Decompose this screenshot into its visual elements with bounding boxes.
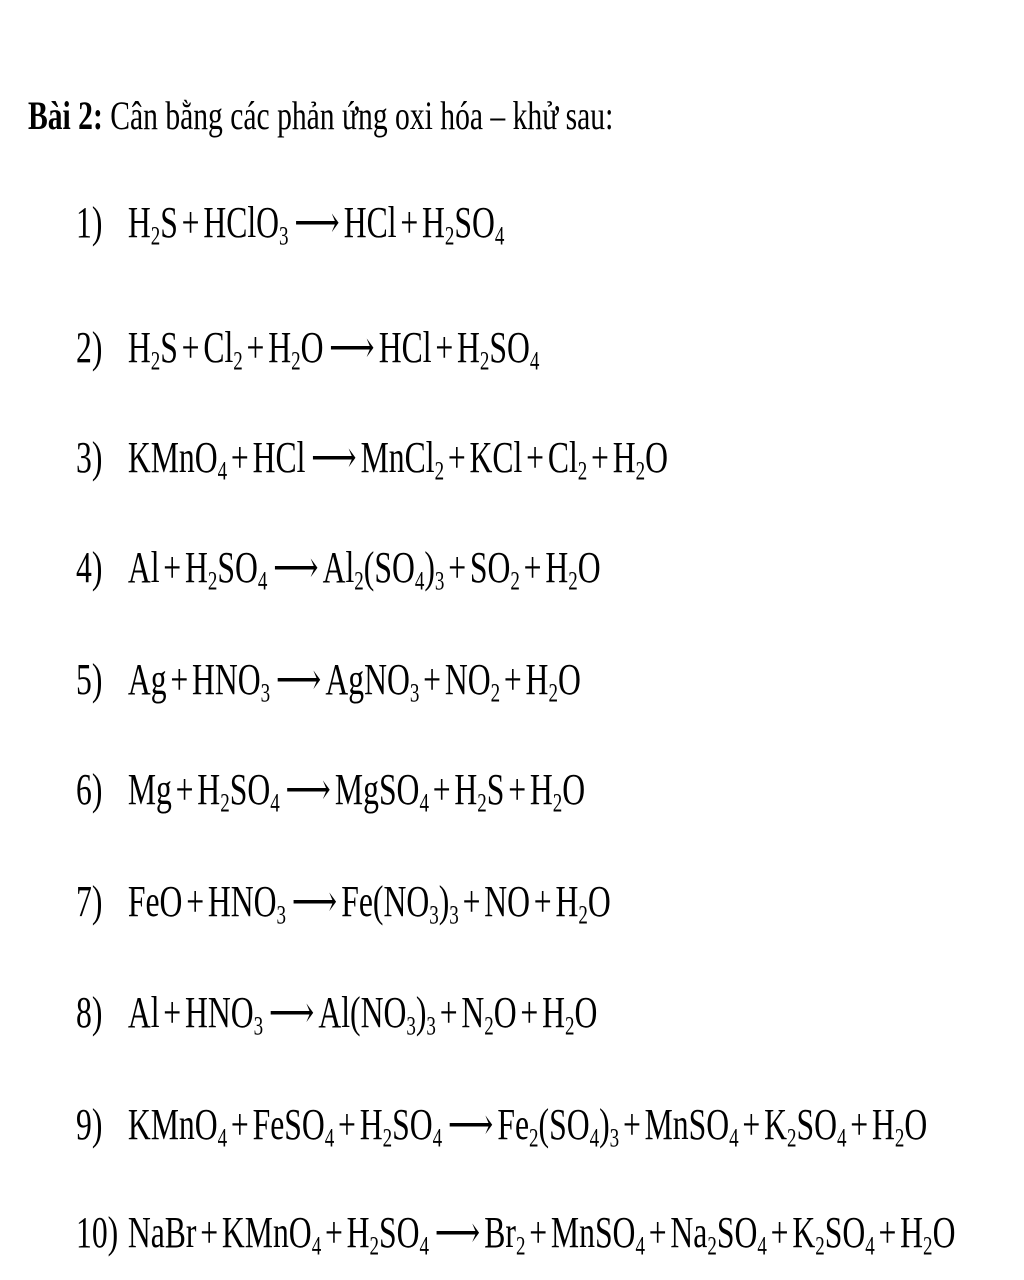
reaction-row bbox=[76, 193, 504, 253]
chemical-formula: $H_2S$ bbox=[454, 765, 505, 818]
plus-sign: + bbox=[246, 323, 265, 372]
plus-sign: + bbox=[742, 1100, 761, 1149]
reaction-row bbox=[76, 872, 611, 932]
chemical-formula: MnSO$_4$ bbox=[550, 1208, 645, 1261]
plus-sign: + bbox=[163, 988, 182, 1037]
plus-sign: + bbox=[181, 198, 200, 247]
plus-sign: + bbox=[400, 198, 419, 247]
reaction-number: 4) bbox=[76, 543, 103, 592]
reaction-row bbox=[76, 760, 585, 820]
chemical-formula: $Al(NO_3)_3$ bbox=[318, 988, 436, 1041]
reaction-arrow: ⟶ bbox=[291, 877, 336, 926]
plus-sign: + bbox=[648, 1208, 667, 1257]
reaction-equation bbox=[127, 877, 611, 930]
plus-sign: + bbox=[462, 877, 481, 926]
exercise-heading bbox=[28, 93, 614, 138]
chemical-formula: $H_2SO_4$ bbox=[456, 323, 540, 376]
reaction-number: 3) bbox=[76, 433, 103, 482]
chemical-formula: AgNO$_3$ bbox=[325, 655, 420, 708]
chemical-formula: NO bbox=[484, 877, 531, 926]
plus-sign: + bbox=[186, 877, 205, 926]
chemical-formula: $K_2SO_4$ bbox=[792, 1208, 875, 1261]
reaction-row bbox=[76, 650, 581, 710]
reaction-equation bbox=[127, 198, 505, 251]
chemical-formula: $H_2O$ bbox=[542, 988, 598, 1041]
chemical-formula: $H_2O$ bbox=[525, 655, 581, 708]
plus-sign: + bbox=[423, 655, 442, 704]
chemical-formula: $H_2O$ bbox=[871, 1100, 928, 1153]
chemical-formula: $H_2SO_4$ bbox=[197, 765, 280, 818]
plus-sign: + bbox=[432, 765, 451, 814]
chemical-formula: KMnO$_4$ bbox=[221, 1208, 322, 1261]
reaction-row bbox=[76, 538, 601, 598]
chemical-formula: $K_2SO_4$ bbox=[764, 1100, 847, 1153]
reaction-row bbox=[76, 1095, 927, 1155]
plus-sign: + bbox=[529, 1208, 548, 1257]
reaction-equation bbox=[127, 1100, 928, 1153]
plus-sign: + bbox=[230, 433, 249, 482]
reaction-arrow: ⟶ bbox=[447, 1100, 492, 1149]
plus-sign: + bbox=[435, 323, 454, 372]
chemical-formula: $H_2O$ bbox=[612, 433, 668, 486]
chemical-formula: $Cl_2$ bbox=[547, 433, 588, 486]
chemical-formula: $H_2SO_4$ bbox=[184, 543, 268, 596]
reaction-equation bbox=[127, 433, 668, 486]
reaction-number: 1) bbox=[76, 198, 103, 247]
chemical-formula: $Na_2SO_4$ bbox=[670, 1208, 767, 1261]
plus-sign: + bbox=[175, 765, 194, 814]
reaction-row bbox=[76, 318, 539, 378]
plus-sign: + bbox=[523, 543, 542, 592]
chemical-formula: $HNO_3$ bbox=[192, 655, 271, 708]
chemical-formula: $Cl_2$ bbox=[203, 323, 243, 376]
reaction-equation bbox=[127, 765, 586, 818]
reaction-arrow: ⟶ bbox=[434, 1208, 479, 1257]
plus-sign: + bbox=[324, 1208, 343, 1257]
chemical-formula: Al bbox=[127, 543, 160, 592]
chemical-formula: NaBr bbox=[127, 1208, 197, 1257]
chemical-formula: $Br_2$ bbox=[484, 1208, 526, 1261]
chemical-formula: KMnO$_4$ bbox=[127, 433, 228, 486]
chemical-formula: $H_2O$ bbox=[555, 877, 611, 930]
exercise-label: Bài 2: bbox=[28, 93, 103, 138]
chemical-formula: $Al_2(SO_4)_3$ bbox=[322, 543, 445, 596]
chemical-formula: HCl bbox=[343, 198, 397, 247]
plus-sign: + bbox=[170, 655, 189, 704]
plus-sign: + bbox=[448, 543, 467, 592]
plus-sign: + bbox=[770, 1208, 789, 1257]
chemical-formula: $HNO_3$ bbox=[207, 877, 287, 930]
plus-sign: + bbox=[850, 1100, 869, 1149]
reaction-number: 2) bbox=[76, 323, 103, 372]
plus-sign: + bbox=[591, 433, 609, 482]
chemical-formula: Mg bbox=[127, 765, 172, 814]
chemical-formula: $H_2SO_4$ bbox=[346, 1208, 430, 1261]
reaction-arrow: ⟶ bbox=[294, 198, 339, 247]
chemical-formula: HCl bbox=[378, 323, 432, 372]
chemical-formula: $HNO_3$ bbox=[184, 988, 264, 1041]
reaction-arrow: ⟶ bbox=[273, 543, 317, 592]
chemical-formula: MgSO$_4$ bbox=[334, 765, 429, 818]
plus-sign: + bbox=[622, 1100, 641, 1149]
chemical-formula: $H_2O$ bbox=[900, 1208, 956, 1261]
chemical-formula: $H_2SO_4$ bbox=[359, 1100, 443, 1153]
reaction-row bbox=[76, 983, 597, 1043]
chemical-formula: Al bbox=[127, 988, 160, 1037]
plus-sign: + bbox=[503, 655, 522, 704]
chemical-formula: MnCl$_2$ bbox=[360, 433, 445, 486]
reaction-equation bbox=[127, 655, 581, 708]
chemical-formula: $N_2O$ bbox=[461, 988, 517, 1041]
reaction-number: 7) bbox=[76, 877, 103, 926]
chemical-formula: $SO_2$ bbox=[469, 543, 520, 596]
reaction-number: 6) bbox=[76, 765, 103, 814]
chemical-formula: $Fe_2(SO_4)_3$ bbox=[497, 1100, 620, 1153]
reaction-number: 8) bbox=[76, 988, 103, 1037]
plus-sign: + bbox=[181, 323, 200, 372]
reaction-row bbox=[76, 428, 668, 488]
reaction-arrow: ⟶ bbox=[311, 433, 355, 482]
chemical-formula: HCl bbox=[252, 433, 306, 482]
chemical-formula: $H_2S$ bbox=[127, 198, 178, 251]
chemical-formula: FeSO$_4$ bbox=[252, 1100, 335, 1153]
plus-sign: + bbox=[533, 877, 552, 926]
chemical-formula: HClO$_3$ bbox=[203, 198, 289, 251]
reaction-equation bbox=[127, 323, 540, 376]
reaction-equation bbox=[127, 1208, 956, 1261]
plus-sign: + bbox=[878, 1208, 897, 1257]
chemical-formula: KMnO$_4$ bbox=[127, 1100, 228, 1153]
chemical-formula: KCl bbox=[469, 433, 523, 482]
plus-sign: + bbox=[338, 1100, 356, 1149]
chemical-formula: $H_2O$ bbox=[529, 765, 586, 818]
plus-sign: + bbox=[508, 765, 527, 814]
plus-sign: + bbox=[439, 988, 458, 1037]
plus-sign: + bbox=[200, 1208, 219, 1257]
reaction-row bbox=[76, 1203, 955, 1263]
chemical-formula: $H_2S$ bbox=[127, 323, 178, 376]
reaction-number: 5) bbox=[76, 655, 103, 704]
chemical-formula: $Fe(NO_3)_3$ bbox=[341, 877, 459, 930]
chemical-formula: $H_2O$ bbox=[545, 543, 601, 596]
reaction-arrow: ⟶ bbox=[329, 323, 374, 372]
reaction-number: 10) bbox=[76, 1208, 119, 1257]
chemical-formula: $H_2SO_4$ bbox=[422, 198, 505, 251]
chemical-formula: $NO_2$ bbox=[444, 655, 501, 708]
plus-sign: + bbox=[526, 433, 545, 482]
reaction-arrow: ⟶ bbox=[275, 655, 320, 704]
reaction-equation bbox=[127, 988, 598, 1041]
reaction-arrow: ⟶ bbox=[285, 765, 330, 814]
plus-sign: + bbox=[230, 1100, 249, 1149]
plus-sign: + bbox=[520, 988, 539, 1037]
plus-sign: + bbox=[163, 543, 182, 592]
chemical-formula: FeO bbox=[127, 877, 183, 926]
reaction-equation bbox=[127, 543, 601, 596]
chemical-formula: MnSO$_4$ bbox=[644, 1100, 739, 1153]
reaction-number: 9) bbox=[76, 1100, 103, 1149]
reaction-arrow: ⟶ bbox=[268, 988, 313, 1037]
chemical-formula: $H_2O$ bbox=[268, 323, 324, 376]
plus-sign: + bbox=[447, 433, 466, 482]
chemical-formula: Ag bbox=[127, 655, 167, 704]
exercise-instruction: Cân bằng các phản ứng oxi hóa – khử sau: bbox=[110, 93, 614, 138]
